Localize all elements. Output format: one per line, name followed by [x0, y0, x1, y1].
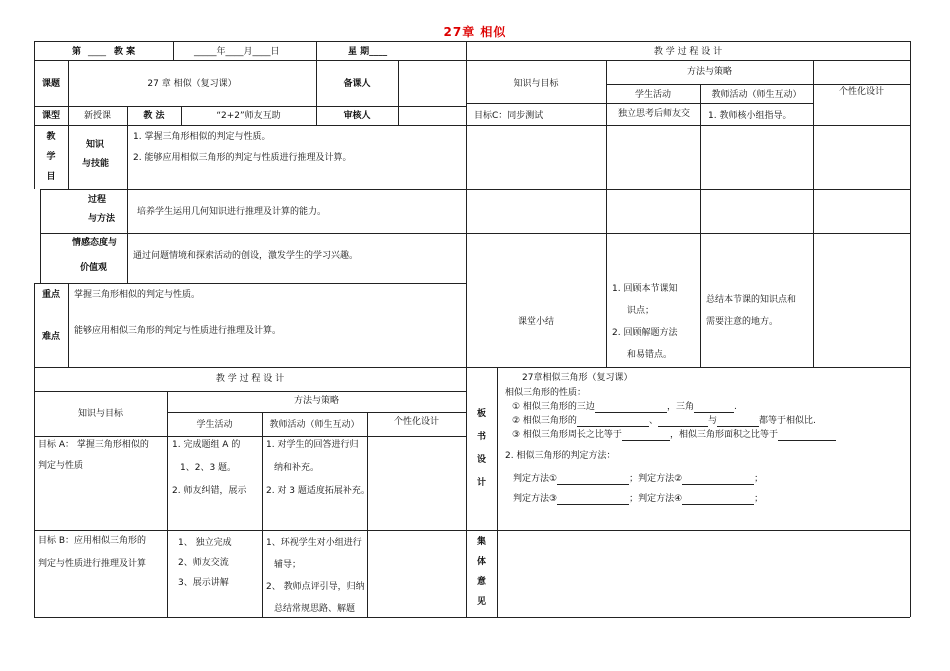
lower-zhishi-mubiao: 知识与目标	[77, 409, 123, 419]
qinggan-goal: 通过问题情境和探索活动的创设，激发学生的学习兴趣。	[133, 251, 359, 261]
guocheng-label-1: 过程	[88, 195, 107, 205]
lower-design-title: 教 学 过 程 设 计	[215, 374, 285, 384]
header-jiaoan: 教 案	[114, 47, 136, 57]
jiaofa-value: “2+2”师友互助	[216, 111, 281, 121]
judge-title: 2. 相似三角形的判定方法：	[505, 451, 616, 461]
board-label-2: 设	[476, 455, 486, 465]
header-weekday: 星 期____	[348, 47, 388, 57]
board-label-3: 计	[476, 478, 486, 488]
goals-label-xue: 学	[46, 152, 56, 162]
goal-b-line-2: 判定与性质进行推理及计算	[38, 559, 147, 569]
beike-label: 备课人	[343, 79, 371, 89]
nandian-label: 难点	[41, 332, 60, 342]
zhishi-goal-1: 1. 掌握三角形相似的判定与性质。	[133, 132, 271, 142]
keti-label: 课题	[41, 79, 60, 89]
b-teacher-2: 辅导；	[274, 560, 302, 570]
page-title: 27章 相似	[443, 25, 507, 39]
ketang-xiaojie: 课堂小结	[517, 317, 554, 327]
property-title: 相似三角形的性质：	[505, 388, 587, 398]
review-2b: 和易错点。	[627, 350, 673, 360]
review-1a: 1. 回顾本节课知	[612, 284, 678, 294]
goals-label-jiao: 教	[46, 132, 56, 142]
header-di: 第	[72, 47, 82, 57]
qinggan-label-2: 价值观	[80, 263, 108, 273]
keti-value: 27 章 相似（复习课）	[147, 79, 237, 89]
review-1b: 识点；	[627, 306, 655, 316]
b-student-1: 1、 独立完成	[178, 538, 232, 548]
summary-1: 总结本节课的知识点和	[706, 295, 797, 305]
guocheng-label-2: 与方法	[88, 214, 116, 224]
lower-xuesheng-huodong: 学生活动	[196, 420, 233, 430]
property-3: ③ 相似三角形周长之比等于 ，相似三角形面积之比等于	[512, 429, 836, 441]
a-student-2: 1、2、3 题。	[180, 463, 237, 473]
lower-fangfa-celue: 方法与策略	[293, 396, 339, 406]
board-heading: 27章相似三角形（复习课）	[522, 373, 633, 383]
review-2a: 2. 回顾解题方法	[612, 328, 678, 338]
shenhe-label: 审核人	[343, 111, 371, 121]
b-teacher-1: 1、环视学生对小组进行	[266, 538, 362, 548]
a-student-1: 1. 完成题组 A 的	[172, 440, 241, 450]
jiti-label-0: 集	[476, 537, 486, 547]
goal-c-student: 独立思考后师友交	[618, 109, 691, 119]
zhishi-label-1: 知识	[86, 140, 105, 150]
goal-c-teacher: 1. 教师核小组指导。	[708, 111, 792, 121]
kexing-value: 新授课	[83, 111, 111, 121]
b-student-3: 3、展示讲解	[178, 578, 229, 588]
upper-zhishi-mubiao: 知识与目标	[513, 79, 559, 89]
board-label-0: 板	[476, 409, 486, 419]
goal-a-line-2: 判定与性质	[38, 461, 84, 471]
a-student-3: 2. 师友纠错，展示	[172, 486, 247, 496]
summary-2: 需要注意的地方。	[706, 317, 779, 327]
goal-c: 目标C：同步测试	[474, 111, 544, 121]
upper-jiaoshi-huodong: 教师活动（师生互动）	[711, 90, 802, 100]
b-teacher-4: 总结常规思路、解题	[274, 604, 356, 614]
jiti-label-2: 意	[476, 577, 486, 587]
upper-xuesheng-huodong: 学生活动	[634, 90, 671, 100]
upper-fangfa-celue: 方法与策略	[686, 67, 732, 77]
goal-b-line-1: 目标 B：应用相似三角形的	[38, 536, 147, 546]
jiti-label-1: 体	[476, 557, 486, 567]
guocheng-goal: 培养学生运用几何知识进行推理及计算的能力。	[137, 207, 327, 217]
zhishi-goal-2: 2. 能够应用相似三角形的判定与性质进行推理及计算。	[133, 153, 352, 163]
zhongdian-text: 掌握三角形相似的判定与性质。	[74, 290, 201, 300]
zhishi-label-2: 与技能	[82, 159, 110, 169]
judge-row-2: 判定方法③ ；判定方法④ ；	[513, 494, 764, 504]
property-2: ② 相似三角形的 、 与 都等于相似比.	[512, 416, 816, 426]
jiaofa-label: 教 法	[143, 111, 165, 121]
lower-jiaoshi-huodong: 教师活动（师生互动）	[269, 420, 360, 430]
header-date: _____年____月____日	[194, 47, 280, 57]
property-1: ① 相似三角形的三边 ，三角 .	[512, 402, 737, 412]
board-label-1: 书	[476, 432, 486, 442]
b-student-2: 2、师友交流	[178, 558, 229, 568]
a-teacher-2: 纳和补充。	[274, 463, 320, 473]
lower-gexinghua: 个性化设计	[393, 417, 439, 427]
judge-row-1: 判定方法① ；判定方法② ；	[513, 474, 764, 484]
upper-gexinghua: 个性化设计	[838, 87, 884, 97]
a-teacher-1: 1. 对学生的回答进行归	[266, 440, 359, 450]
header-di-blank: ____	[88, 47, 106, 57]
header-design-title: 教 学 过 程 设 计	[653, 47, 723, 57]
nandian-text: 能够应用相似三角形的判定与性质进行推理及计算。	[74, 326, 282, 336]
a-teacher-3: 2. 对 3 题适度拓展补充。	[266, 486, 370, 496]
kexing-label: 课型	[41, 111, 60, 121]
goal-a-line-1: 目标 A： 掌握三角形相似的	[38, 440, 149, 450]
jiti-label-3: 见	[476, 597, 486, 607]
goals-label-mu: 目	[46, 172, 56, 182]
qinggan-label-1: 情感态度与	[72, 238, 118, 248]
b-teacher-3: 2、 教师点评引导，归纳	[266, 582, 365, 592]
zhongdian-label: 重点	[41, 290, 60, 300]
